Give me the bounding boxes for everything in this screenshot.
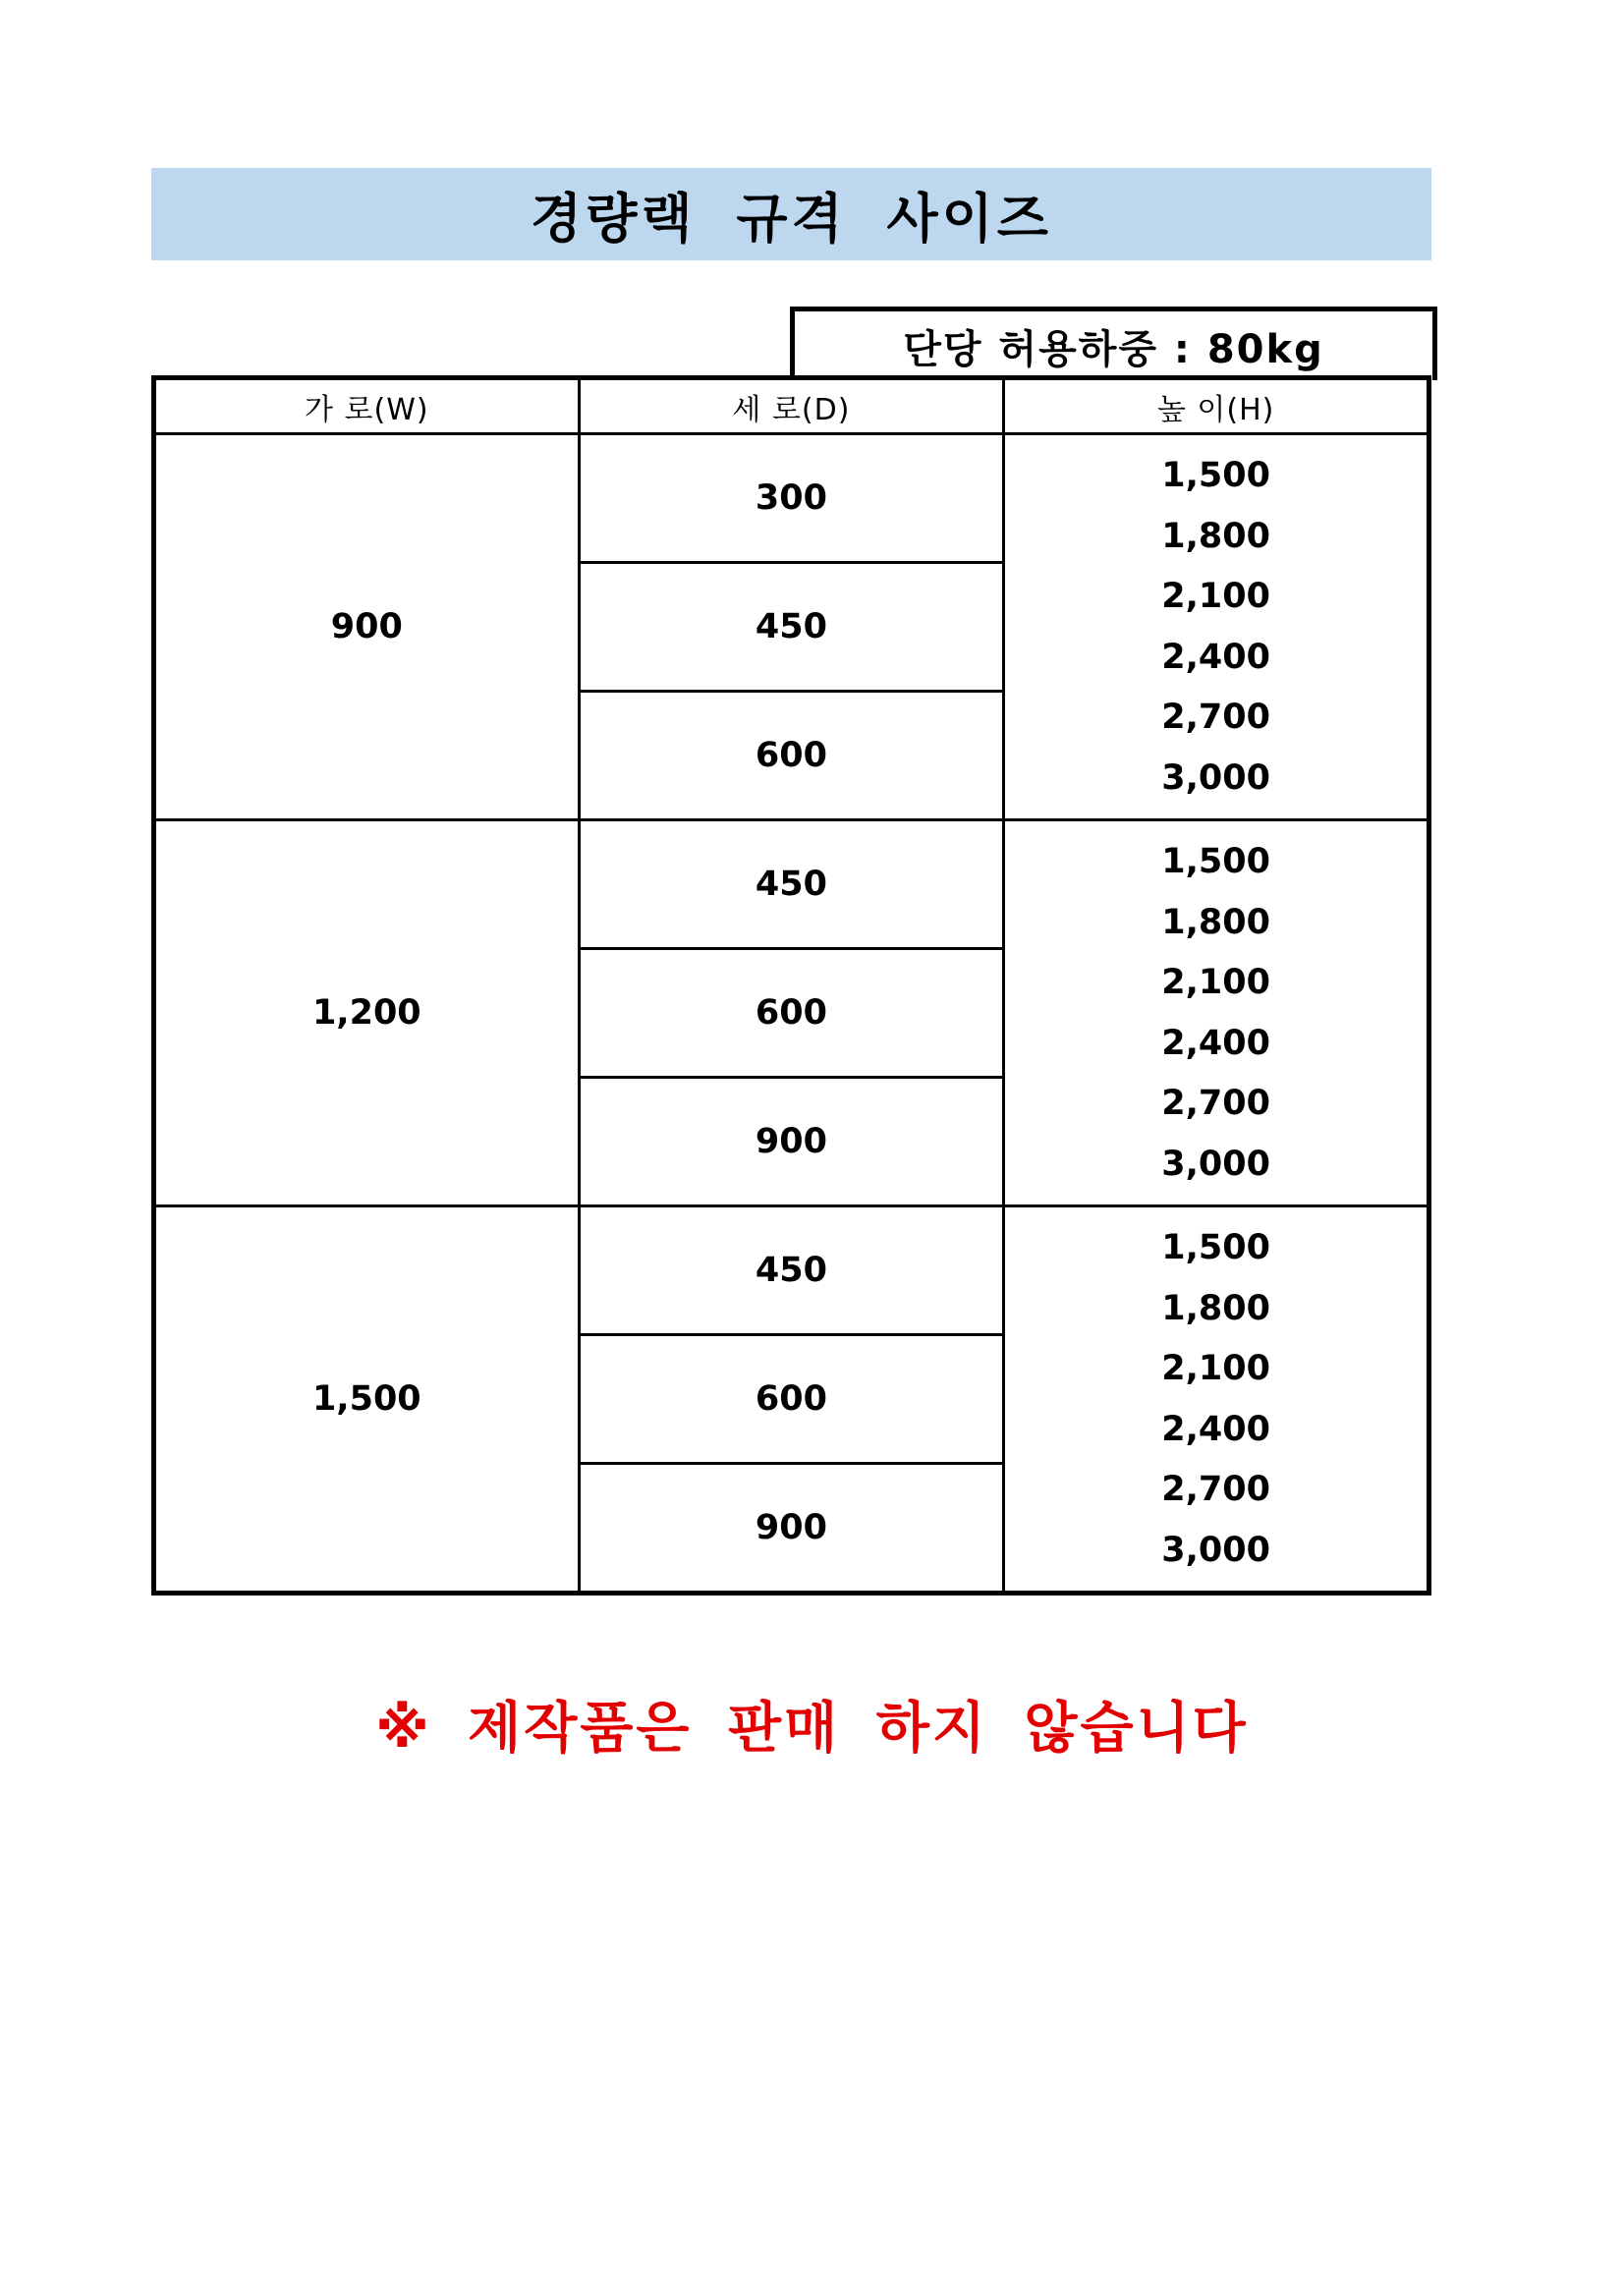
width-cell: 1,500 [154,1206,580,1594]
depth-cell: 900 [579,1464,1004,1594]
height-value: 1,500 [1161,1228,1270,1268]
depth-cell: 600 [579,692,1004,820]
height-value: 3,000 [1161,1144,1270,1184]
height-value: 2,700 [1161,698,1270,738]
height-value: 3,000 [1161,757,1270,798]
title-banner [151,168,1431,260]
load-capacity-label: 단당 허용하중 : 80kg [903,326,1324,372]
table-row [154,1206,1429,1335]
table-row [154,820,1429,949]
header-depth: 세 로(D) [579,378,1004,434]
depth-cell: 900 [579,1078,1004,1206]
height-cell [1004,820,1429,1206]
notice-text: ※ 제작품은 판매 하지 않습니다 [375,1697,1249,1761]
height-value: 2,400 [1161,637,1270,677]
header-height: 높 이(H) [1004,378,1429,434]
height-value: 2,400 [1161,1023,1270,1063]
width-cell: 1,200 [154,820,580,1206]
height-value: 2,100 [1161,1349,1270,1389]
header-width: 가 로(W) [154,378,580,434]
height-value: 1,500 [1161,456,1270,496]
header-row [154,378,1429,434]
height-cell [1004,1206,1429,1594]
height-value: 1,500 [1161,842,1270,882]
depth-cell: 300 [579,434,1004,563]
height-value: 3,000 [1161,1530,1270,1570]
depth-cell: 600 [579,949,1004,1078]
depth-cell: 600 [579,1335,1004,1464]
width-cell: 900 [154,434,580,820]
height-value: 2,400 [1161,1409,1270,1449]
height-value: 2,700 [1161,1470,1270,1510]
height-value: 2,700 [1161,1084,1270,1124]
depth-cell: 450 [579,563,1004,692]
height-value: 1,800 [1161,516,1270,556]
height-value: 1,800 [1161,902,1270,942]
height-cell [1004,434,1429,820]
height-value: 1,800 [1161,1288,1270,1328]
spec-table [151,375,1431,1596]
depth-cell: 450 [579,1206,1004,1335]
page-title: 경량랙 규격 사이즈 [531,187,1052,250]
height-value: 2,100 [1161,577,1270,617]
table-row [154,434,1429,563]
load-capacity-box [790,307,1437,380]
height-value: 2,100 [1161,963,1270,1003]
depth-cell: 450 [579,820,1004,949]
